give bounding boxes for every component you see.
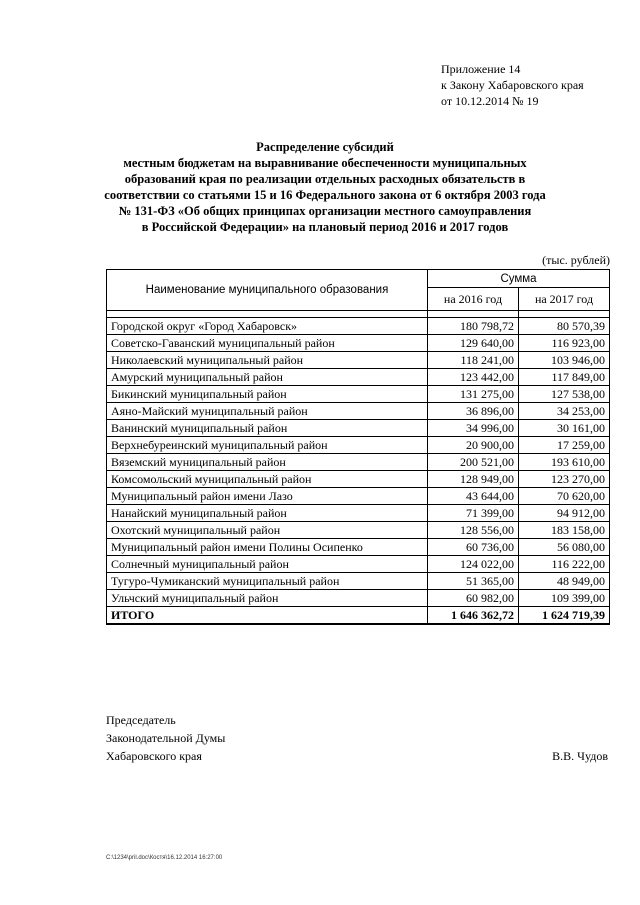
header-year-2017: на 2017 год [519,288,610,311]
amount-2016: 60 982,00 [428,590,519,607]
total-row [107,607,610,625]
table-row [107,556,610,573]
amount-2017: 80 570,39 [519,318,610,335]
table-row [107,437,610,454]
title-line: образований края по реализации отдельных расходных обязательств в [124,172,526,186]
header-sum: Сумма [428,270,610,288]
amount-2016: 128 556,00 [428,522,519,539]
amount-2017: 30 161,00 [519,420,610,437]
title-line: в Российской Федерации» на плановый период 2016 и 2017 годов [141,220,509,234]
amount-2017: 103 946,00 [519,352,610,369]
amount-2016: 124 022,00 [428,556,519,573]
municipality-name: Аяно-Майский муниципальный район [107,403,428,420]
amount-2016: 36 896,00 [428,403,519,420]
amount-2016: 118 241,00 [428,352,519,369]
municipality-name: Верхнебуреинский муниципальный район [107,437,428,454]
municipality-name: Ульчский муниципальный район [107,590,428,607]
municipality-name: Городской округ «Город Хабаровск» [107,318,428,335]
file-path-footer: C:\1234\pril.doc\Костя\16.12.2014 16:27:00 [106,855,223,861]
amount-2017: 116 923,00 [519,335,610,352]
municipality-name: Тугуро-Чумиканский муниципальный район [107,573,428,590]
municipality-name: Амурский муниципальный район [107,369,428,386]
table-row [107,488,610,505]
amount-2017: 116 222,00 [519,556,610,573]
municipality-name: Комсомольский муниципальный район [107,471,428,488]
table-row [107,505,610,522]
amount-2017: 34 253,00 [519,403,610,420]
table-row [107,454,610,471]
signatory-name: В.В. Чудов [552,749,608,763]
amount-2016: 51 365,00 [428,573,519,590]
municipality-name: Николаевский муниципальный район [107,352,428,369]
units-note: (тыс. рублей) [542,253,610,267]
amount-2017: 56 080,00 [519,539,610,556]
municipality-name: Ванинский муниципальный район [107,420,428,437]
table-row [107,318,610,335]
title-line: № 131-ФЗ «Об общих принципах организации местного самоуправления [118,204,532,218]
total-2017: 1 624 719,39 [519,607,610,625]
amount-2016: 131 275,00 [428,386,519,403]
amount-2016: 34 996,00 [428,420,519,437]
appendix-law-date: от 10.12.2014 № 19 [441,94,539,108]
amount-2017: 70 620,00 [519,488,610,505]
signature-title-2: Законодательной Думы [106,731,226,745]
table-row [107,573,610,590]
table-row [107,403,610,420]
table-row [107,335,610,352]
table-row [107,386,610,403]
appendix-block [441,61,584,109]
header-year-2016: на 2016 год [428,288,519,311]
signature-title-3: Хабаровского края [106,749,202,763]
table-row [107,539,610,556]
amount-2016: 200 521,00 [428,454,519,471]
total-2016: 1 646 362,72 [428,607,519,625]
table-body [107,311,610,625]
subsidy-table [106,269,610,625]
amount-2017: 109 399,00 [519,590,610,607]
amount-2017: 117 849,00 [519,369,610,386]
municipality-name: Муниципальный район имени Лазо [107,488,428,505]
amount-2017: 183 158,00 [519,522,610,539]
amount-2016: 60 736,00 [428,539,519,556]
signature-title-1: Председатель [106,713,176,727]
appendix-law-ref: к Закону Хабаровского края [441,78,584,92]
title-line: соответствии со статьями 15 и 16 Федерального закона от 6 октября 2003 года [104,188,546,202]
amount-2016: 71 399,00 [428,505,519,522]
municipality-name: Охотский муниципальный район [107,522,428,539]
amount-2016: 43 644,00 [428,488,519,505]
title-line: местным бюджетам на выравнивание обеспеченности муниципальных [123,156,527,170]
header-municipality: Наименование муниципального образования [107,270,428,311]
title-line: Распределение субсидий [256,140,394,154]
table-row [107,420,610,437]
amount-2016: 123 442,00 [428,369,519,386]
municipality-name: Вяземский муниципальный район [107,454,428,471]
appendix-number: Приложение 14 [441,62,521,76]
municipality-name: Советско-Гаванский муниципальный район [107,335,428,352]
amount-2017: 17 259,00 [519,437,610,454]
amount-2017: 123 270,00 [519,471,610,488]
amount-2017: 127 538,00 [519,386,610,403]
table-row [107,369,610,386]
amount-2016: 128 949,00 [428,471,519,488]
amount-2016: 180 798,72 [428,318,519,335]
table-row [107,590,610,607]
amount-2016: 129 640,00 [428,335,519,352]
signature-block [106,711,225,765]
amount-2016: 20 900,00 [428,437,519,454]
municipality-name: Нанайский муниципальный район [107,505,428,522]
table-row [107,522,610,539]
amount-2017: 94 912,00 [519,505,610,522]
municipality-name: Солнечный муниципальный район [107,556,428,573]
municipality-name: Муниципальный район имени Полины Осипенко [107,539,428,556]
spacer-row [107,311,610,318]
table-row [107,352,610,369]
municipality-name: Бикинский муниципальный район [107,386,428,403]
amount-2017: 193 610,00 [519,454,610,471]
amount-2017: 48 949,00 [519,573,610,590]
total-label: ИТОГО [107,607,428,625]
table-row [107,471,610,488]
document-title [100,139,550,235]
